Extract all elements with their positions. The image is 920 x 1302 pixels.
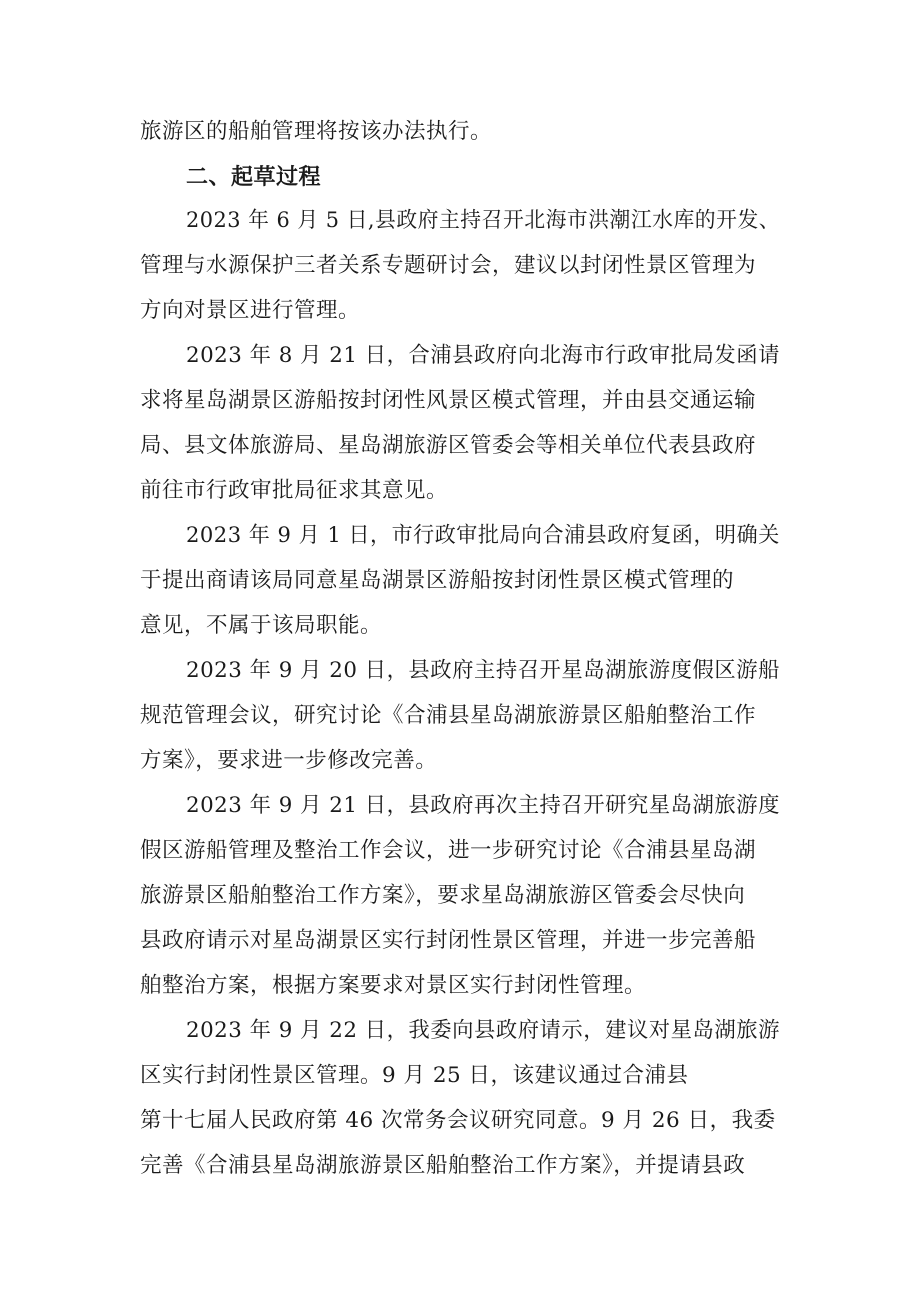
text-line: 管理与水源保护三者关系专题研讨会，建议以封闭性景区管理为 — [140, 253, 757, 278]
text-line: 2023 年 9 月 22 日，我委向县政府请示，建议对星岛湖旅游 — [186, 1018, 780, 1043]
text-line: 2023 年 9 月 1 日，市行政审批局向合浦县政府复函，明确关 — [186, 523, 780, 548]
text-line: 方向对景区进行管理。 — [140, 298, 361, 323]
text-line: 舶整治方案，根据方案要求对景区实行封闭性管理。 — [140, 973, 647, 998]
text-line: 旅游区的船舶管理将按该办法执行。 — [140, 119, 493, 144]
section-heading: 二、起草过程 — [186, 165, 322, 190]
text-line: 前往市行政审批局征求其意见。 — [140, 478, 449, 503]
text-line: 假区游船管理及整治工作会议，进一步研究讨论《合浦县星岛湖 — [140, 838, 757, 863]
text-line: 第十七届人民政府第 46 次常务会议研究同意。9 月 26 日，我委 — [140, 1108, 776, 1133]
text-line: 2023 年 6 月 5 日,县政府主持召开北海市洪潮江水库的开发、 — [186, 208, 781, 233]
text-line: 局、县文体旅游局、星岛湖旅游区管委会等相关单位代表县政府 — [140, 433, 757, 458]
text-line: 2023 年 9 月 21 日，县政府再次主持召开研究星岛湖旅游度 — [186, 793, 780, 818]
text-line: 于提出商请该局同意星岛湖景区游船按封闭性景区模式管理的 — [140, 568, 735, 593]
text-line: 完善《合浦县星岛湖旅游景区船舶整治工作方案》，并提请县政 — [140, 1153, 746, 1178]
text-line: 县政府请示对星岛湖景区实行封闭性景区管理，并进一步完善船 — [140, 928, 757, 953]
text-line: 2023 年 8 月 21 日，合浦县政府向北海市行政审批局发函请 — [186, 343, 780, 368]
text-line: 方案》，要求进一步修改完善。 — [140, 748, 438, 773]
text-line: 意见，不属于该局职能。 — [140, 613, 383, 638]
text-line: 2023 年 9 月 20 日，县政府主持召开星岛湖旅游度假区游船 — [186, 658, 780, 683]
text-line: 求将星岛湖景区游船按封闭性风景区模式管理，并由县交通运输 — [140, 388, 757, 413]
text-line: 规范管理会议，研究讨论《合浦县星岛湖旅游景区船舶整治工作 — [140, 703, 757, 728]
text-line: 区实行封闭性景区管理。9 月 25 日，该建议通过合浦县 — [140, 1063, 689, 1088]
text-line: 旅游景区船舶整治工作方案》，要求星岛湖旅游区管委会尽快向 — [140, 883, 746, 908]
